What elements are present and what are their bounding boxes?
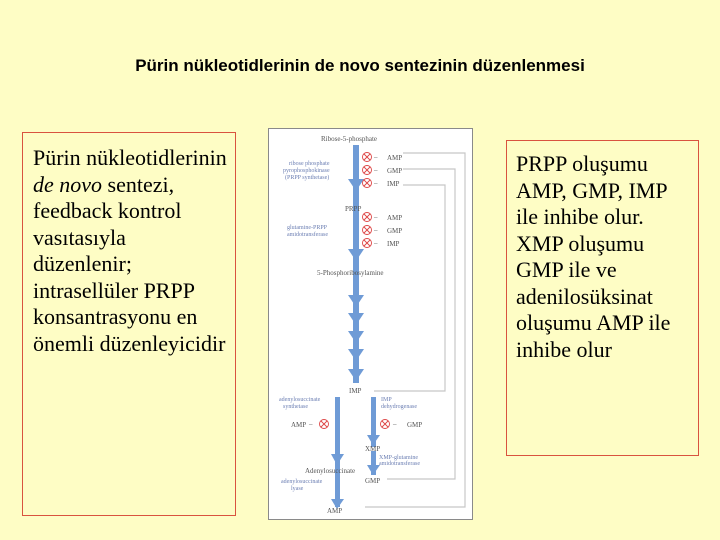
page-title: Pürin nükleotidlerinin de novo sentezinin düzenlenmesi [135, 56, 585, 75]
adenylosuccinate-label: Adenylosuccinate [305, 467, 356, 475]
inhibitor-imp-1: IMP [387, 180, 400, 188]
enzyme1-line1: ribose phosphate [289, 161, 330, 167]
enzyme1-line2: pyrophosphokinase [283, 168, 330, 174]
inhibitor-dash: – [374, 153, 378, 161]
inhibitor-group-4 [381, 420, 423, 430]
inhibitor-amp-2: AMP [387, 214, 403, 222]
inhibitor-group-3 [291, 420, 329, 430]
lyase-line2: lyase [291, 486, 304, 492]
xmp-enzyme-line2: amidotransferase [379, 461, 420, 467]
enzyme2-line1: glutamine-PRPP [287, 225, 328, 231]
feedback-line-inner [374, 185, 445, 391]
adenylo-arrowhead [331, 454, 344, 465]
inhibitor-group-1 [363, 153, 403, 189]
left-text-part1: Pürin nükleotidlerinin [33, 145, 227, 170]
amp-label: AMP [327, 507, 343, 515]
inhibitor-gmp-2: GMP [387, 227, 403, 235]
xmp-enzyme-line1: XMP-glutamine [379, 455, 418, 461]
enzyme1-line3: (PRPP synthetase) [285, 175, 330, 181]
inhibitor-dash: – [374, 166, 378, 174]
purine-regulation-diagram [268, 128, 473, 520]
arrowhead-1 [348, 179, 364, 191]
main-pathway-arrows [348, 145, 364, 383]
diagram-svg [269, 129, 472, 519]
arrowhead-4 [348, 313, 364, 325]
left-text-italic: de novo [33, 171, 103, 197]
inhibitor-dash: – [393, 420, 397, 428]
adenylo-shaft [335, 397, 340, 489]
arrowhead-6 [348, 349, 364, 361]
inhibitor-amp-1: AMP [387, 154, 403, 162]
lyase-line1: adenylosuccinate [281, 479, 323, 485]
prpp-label: PRPP [345, 205, 362, 213]
inhibitor-gmp-3: GMP [407, 421, 423, 429]
inhibitor-imp-2: IMP [387, 240, 400, 248]
adenylo-branch [331, 397, 344, 509]
left-text-part2: sentezi, feedback kontrol vasıtasıyla düzenlenir; intrasellüler PRPP konsantrasyonu en önemli düzenleyicidir [33, 171, 226, 356]
feedback-line-outer [365, 153, 465, 507]
inhibitor-gmp-1: GMP [387, 167, 403, 175]
inhibitor-dash: – [374, 213, 378, 221]
left-text-box [22, 132, 236, 516]
inhibitor-dash: – [374, 179, 378, 187]
imp-dh-line2: dehydrogenase [381, 404, 417, 410]
arrowhead-2 [348, 249, 364, 261]
right-text-box [506, 140, 699, 456]
inhibitor-group-2 [363, 213, 403, 249]
adenylo-enzyme-line2: synthetase [283, 404, 308, 410]
arrowhead-3 [348, 295, 364, 307]
adenylo-enzyme-line1: adenylosuccinate [279, 397, 321, 403]
xmp-arrowhead [367, 435, 380, 445]
imp-label: IMP [349, 387, 362, 395]
enzyme2-line2: amidotransferase [287, 232, 328, 238]
phosphoribosylamine-label: 5-Phosphoribosylamine [317, 269, 384, 277]
ribose-label: Ribose-5-phosphate [321, 135, 377, 143]
arrowhead-7 [348, 369, 364, 381]
imp-dh-line1: IMP [381, 397, 392, 403]
arrowhead-5 [348, 331, 364, 343]
xmp-label: XMP [365, 445, 381, 453]
inhibitor-amp-3: AMP [291, 421, 307, 429]
inhibitor-dash: – [374, 239, 378, 247]
right-text: PRPP oluşumu AMP, GMP, IMP ile inhibe olur. XMP oluşumu GMP ile ve adenilosüksinat oluşumu AMP ile inhibe olur [516, 151, 671, 362]
inhibitor-dash: – [309, 420, 313, 428]
inhibitor-dash: – [374, 226, 378, 234]
gmp-label: GMP [365, 477, 381, 485]
